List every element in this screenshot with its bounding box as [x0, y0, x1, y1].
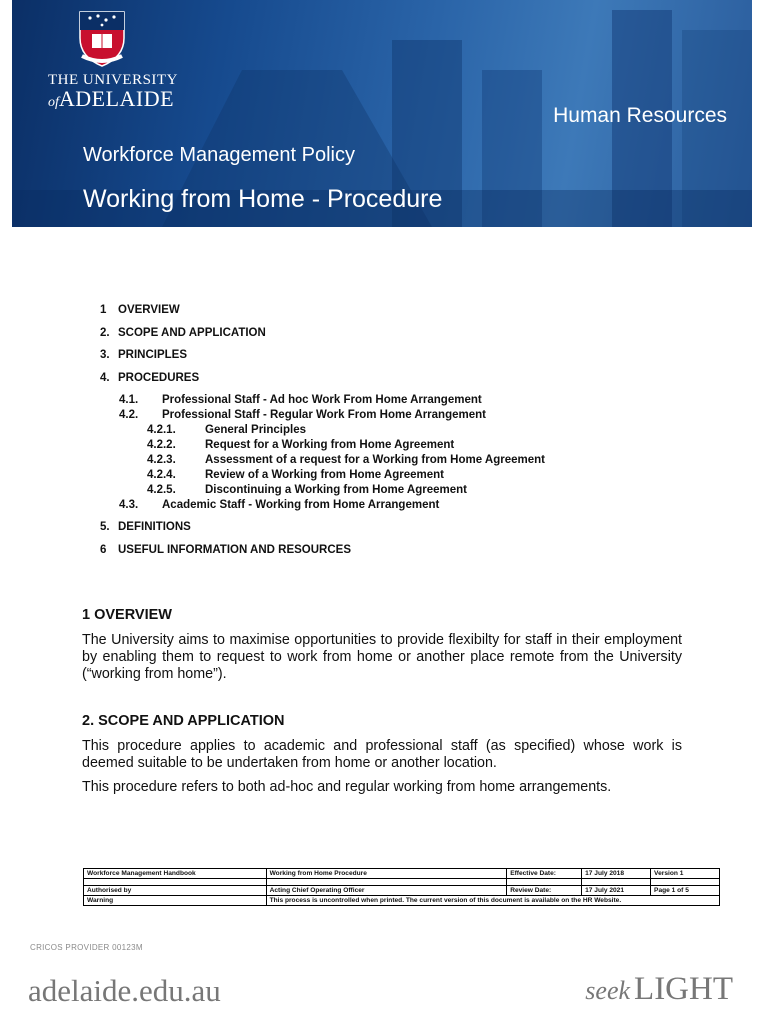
logo-text-adelaide: ofADELAIDE	[48, 86, 175, 111]
section-heading-overview: 1 OVERVIEW	[82, 607, 172, 623]
table-cell: Review Date:	[507, 886, 582, 896]
website-link[interactable]: adelaide.edu.au	[28, 973, 221, 1008]
table-cell: Version 1	[651, 869, 720, 879]
table-row	[84, 879, 720, 886]
document-title: Working from Home - Procedure	[83, 185, 443, 213]
document-control-table	[83, 868, 720, 906]
toc-item[interactable]: 6 USEFUL INFORMATION AND RESOURCES	[100, 544, 351, 556]
table-cell: Page 1 of 5	[651, 886, 720, 896]
table-cell: Workforce Management Handbook	[84, 869, 267, 879]
table-cell: Authorised by	[84, 886, 267, 896]
scope-paragraph-2: This procedure refers to both ad-hoc and regular working from home arrangements.	[82, 779, 612, 795]
overview-paragraph: The University aims to maximise opportunities to provide flexibilty for staff in their employment by enabling them to request to work from home or another place remote from the University (“working from home”).	[82, 632, 682, 682]
toc-item[interactable]: 4.2.2. Request for a Working from Home Agreement	[147, 439, 455, 451]
toc-item[interactable]: 4. PROCEDURES	[100, 372, 200, 384]
table-cell: Working from Home Procedure	[266, 869, 507, 879]
toc-item[interactable]: 2. SCOPE AND APPLICATION	[100, 327, 266, 339]
toc-item[interactable]: 5. DEFINITIONS	[100, 521, 191, 533]
toc-item[interactable]: 4.2.4. Review of a Working from Home Agreement	[147, 469, 444, 481]
seek-light-tagline: seek LIGHT	[585, 971, 733, 1007]
table-cell: 17 July 2018	[582, 869, 651, 879]
policy-subtitle: Workforce Management Policy	[83, 144, 355, 166]
toc-item[interactable]: 4.3. Academic Staff - Working from Home Arrangement	[119, 499, 440, 511]
toc-item[interactable]: 4.2.5. Discontinuing a Working from Home Agreement	[147, 484, 467, 496]
section-heading-scope: 2. SCOPE AND APPLICATION	[82, 713, 285, 729]
toc-item[interactable]: 1 OVERVIEW	[100, 304, 180, 316]
toc-item[interactable]: 4.1. Professional Staff - Ad hoc Work From Home Arrangement	[119, 394, 482, 406]
header-banner	[12, 0, 752, 227]
scope-paragraph-1: This procedure applies to academic and professional staff (as specified) whose work is deemed suitable to be undertaken from home or another location.	[82, 738, 682, 771]
toc-item[interactable]: 4.2. Professional Staff - Regular Work From Home Arrangement	[119, 409, 486, 421]
table-row	[84, 896, 720, 906]
toc-item[interactable]: 3. PRINCIPLES	[100, 349, 188, 361]
toc-item[interactable]: 4.2.3. Assessment of a request for a Working from Home Agreement	[147, 454, 545, 466]
toc-item[interactable]: 4.2.1. General Principles	[147, 424, 306, 436]
table-cell: 17 July 2021	[582, 886, 651, 896]
table-cell: This process is uncontrolled when printed. The current version of this document is available on the HR Website.	[266, 896, 719, 906]
logo-text-university: THE UNIVERSITY	[48, 72, 178, 88]
department-title: Human Resources	[553, 104, 727, 127]
table-cell: Acting Chief Operating Officer	[266, 886, 507, 896]
table-row	[84, 886, 720, 896]
university-crest-icon	[76, 8, 128, 68]
table-cell: Warning	[84, 896, 267, 906]
table-cell: Effective Date:	[507, 869, 582, 879]
cricos-provider-code: CRICOS PROVIDER 00123M	[30, 943, 143, 952]
table-row	[84, 869, 720, 879]
